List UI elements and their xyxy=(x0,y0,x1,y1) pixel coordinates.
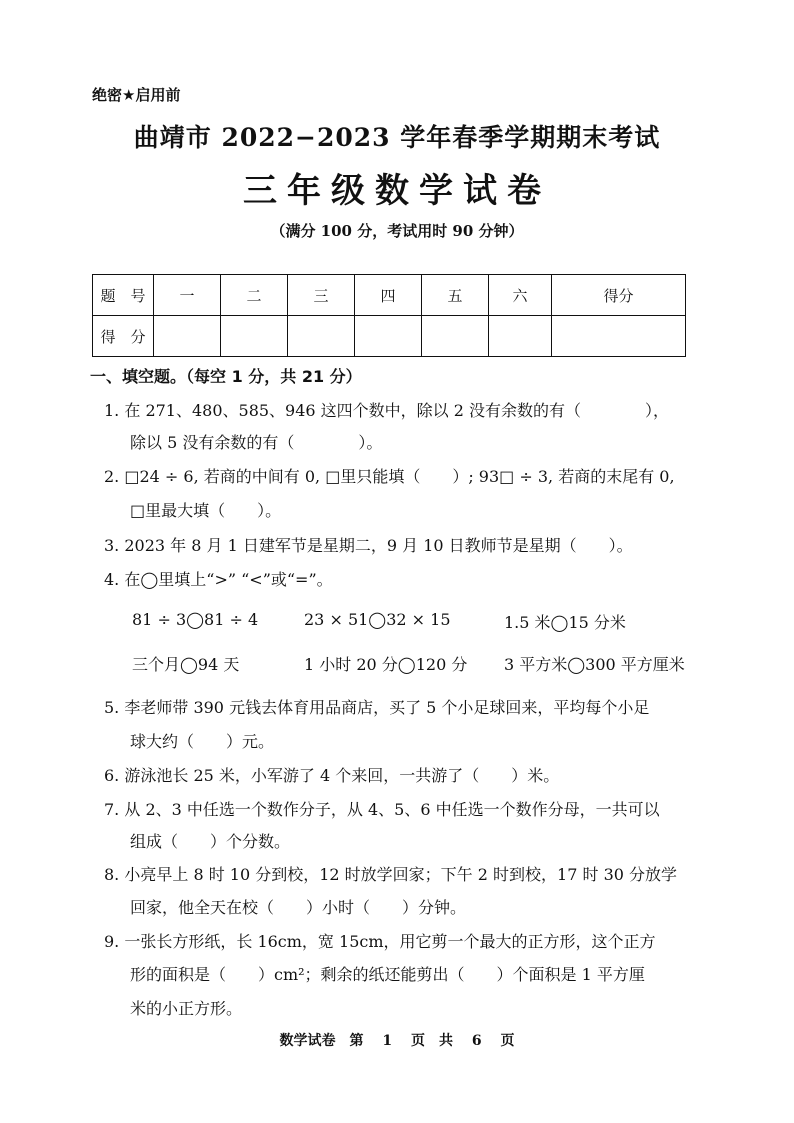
compare-item-a: 81 ÷ 3◯81 ÷ 4 xyxy=(132,610,259,629)
question-6: 6. 游泳池长 25 米，小军游了 4 个来回，一共游了（ ）米。 xyxy=(104,766,560,785)
score-input-cell[interactable] xyxy=(422,316,489,357)
question-4: 4. 在◯里填上“>” “<”或“=”。 xyxy=(104,570,333,589)
compare-item-c: 1.5 米◯15 分米 xyxy=(504,613,626,632)
table-cell: 四 xyxy=(355,275,422,316)
compare-item-b: 23 × 51◯32 × 15 xyxy=(304,610,451,629)
compare-item-d: 三个月◯94 天 xyxy=(132,655,240,674)
question-1-line-1: 1. 在 271、480、585、946 这四个数中，除以 2 没有余数的有（ ）， xyxy=(104,401,670,420)
score-input-cell[interactable] xyxy=(288,316,355,357)
score-input-cell[interactable] xyxy=(489,316,552,357)
table-cell: 一 xyxy=(154,275,221,316)
question-1-line-2: 除以 5 没有余数的有（ ）。 xyxy=(130,433,383,452)
page-footer: 数学试卷 第 1 页 共 6 页 xyxy=(279,1033,515,1049)
question-5-line-2: 球大约（ ）元。 xyxy=(130,732,275,751)
question-2-line-1: 2. □24 ÷ 6, 若商的中间有 0, □里只能填（ ）; 93□ ÷ 3, 若商的末尾有 0, xyxy=(104,467,675,486)
compare-item-f: 3 平方米◯300 平方厘米 xyxy=(504,655,685,674)
table-cell: 二 xyxy=(221,275,288,316)
question-5-line-1: 5. 李老师带 390 元钱去体育用品商店，买了 5 个小足球回来，平均每个小足 xyxy=(104,698,650,717)
table-cell: 得 分 xyxy=(93,316,154,357)
question-8-line-2: 回家，他全天在校（ ）小时（ ）分钟。 xyxy=(130,898,467,917)
question-7-line-1: 7. 从 2、3 中任选一个数作分子，从 4、5、6 中任选一个数作分母，一共可以 xyxy=(104,800,660,819)
question-9-line-2: 形的面积是（ ）cm²；剩余的纸还能剪出（ ）个面积是 1 平方厘 xyxy=(130,965,645,984)
question-8-line-1: 8. 小亮早上 8 时 10 分到校，12 时放学回家；下午 2 时到校，17 时 30 分放学 xyxy=(104,865,678,884)
question-7-line-2: 组成（ ）个分数。 xyxy=(130,832,291,851)
score-input-cell[interactable] xyxy=(552,316,686,357)
question-2-line-2: □里最大填（ ）。 xyxy=(130,501,282,520)
table-cell: 得分 xyxy=(552,275,686,316)
table-cell: 题 号 xyxy=(93,275,154,316)
compare-item-e: 1 小时 20 分◯120 分 xyxy=(304,655,468,674)
section-title: 一、填空题。（每空 1 分，共 21 分） xyxy=(90,367,362,386)
table-cell: 五 xyxy=(422,275,489,316)
score-input-cell[interactable] xyxy=(355,316,422,357)
score-table-header-row xyxy=(93,275,686,316)
table-cell: 三 xyxy=(288,275,355,316)
score-input-cell[interactable] xyxy=(221,316,288,357)
exam-title: 曲靖市 2022−2023 学年春季学期期末考试 xyxy=(133,123,661,152)
question-9-line-3: 米的小正方形。 xyxy=(130,999,243,1018)
question-3: 3. 2023 年 8 月 1 日建军节是星期二，9 月 10 日教师节是星期（ ）。 xyxy=(104,536,633,555)
table-cell: 六 xyxy=(489,275,552,316)
confidential-mark: 绝密★启用前 xyxy=(92,86,181,104)
exam-info: （满分 100 分，考试用时 90 分钟） xyxy=(270,222,524,240)
question-9-line-1: 9. 一张长方形纸，长 16cm，宽 15cm，用它剪一个最大的正方形，这个正方 xyxy=(104,932,656,951)
score-table-score-row xyxy=(93,316,686,357)
score-input-cell[interactable] xyxy=(154,316,221,357)
paper-title: 三年级数学试卷 xyxy=(243,171,551,211)
score-table xyxy=(92,274,686,357)
